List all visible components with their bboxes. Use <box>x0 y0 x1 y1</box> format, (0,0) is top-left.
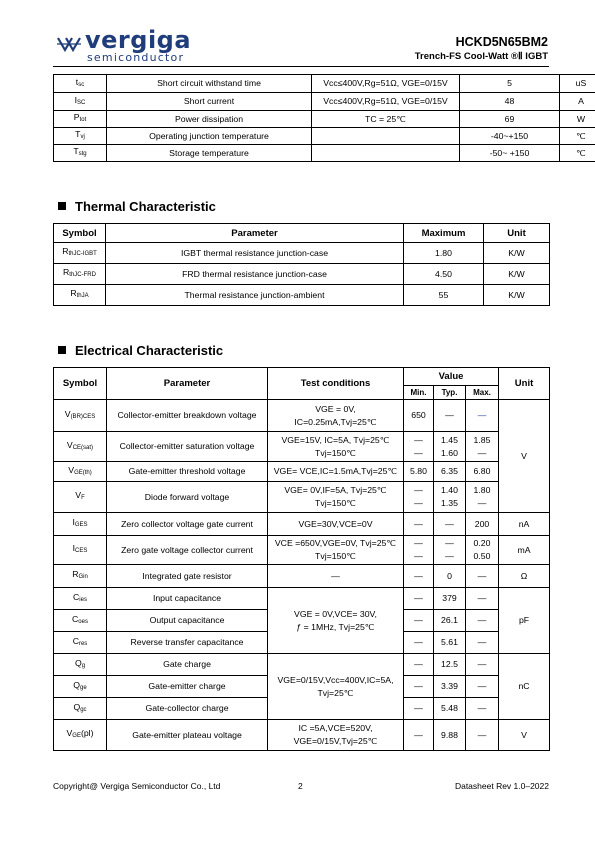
parameter-cell: Storage temperature <box>107 145 312 162</box>
max-cell: — <box>466 588 499 610</box>
max-cell: — <box>466 610 499 632</box>
unit-cell: K/W <box>484 285 550 306</box>
unit-cell: V <box>499 400 550 513</box>
symbol: $R_{thJC-FRD}$ <box>63 267 96 278</box>
logo-wordmark: vergiga <box>85 26 192 54</box>
electrical-table <box>53 367 550 751</box>
symbol-cell <box>54 285 106 306</box>
condition-cell: Vcc≤400V,Rg=51Ω, VGE=0/15V <box>312 93 460 111</box>
table-row <box>54 588 550 610</box>
max-cell: — <box>466 698 499 720</box>
max-cell: 1.80 — <box>466 482 499 513</box>
table-row <box>54 565 550 588</box>
typ-cell: 26.1 <box>434 610 466 632</box>
unit-cell: uS <box>560 75 595 93</box>
table-row <box>54 128 595 145</box>
footer-revision: Datasheet Rev 1.0–2022 <box>454 781 549 791</box>
parameter-cell: Zero collector voltage gate current <box>107 513 268 536</box>
symbol-cell <box>54 400 107 432</box>
symbol-cell <box>54 264 106 285</box>
typ-cell: 6.35 <box>434 462 466 482</box>
unit-cell: mA <box>499 536 550 565</box>
condition-cell: — <box>268 565 404 588</box>
condition-cell: VCE =650V,VGE=0V, Tvj=25℃ Tvj=150℃ <box>268 536 404 565</box>
condition-cell: VGE= 0V,IF=5A, Tvj=25℃ Tvj=150℃ <box>268 482 404 513</box>
symbol: $R_{thJA}$ <box>70 288 89 299</box>
unit-cell: K/W <box>484 243 550 264</box>
unit-cell: Ω <box>499 565 550 588</box>
symbol-cell <box>54 720 107 751</box>
symbol-cell <box>54 676 107 698</box>
parameter-cell: Gate charge <box>107 654 268 676</box>
bullet-square-icon <box>58 346 66 354</box>
typ-cell: 379 <box>434 588 466 610</box>
part-number: HCKD5N65BM2 <box>455 35 548 49</box>
value-cell: -50~ +150 <box>460 145 560 162</box>
col-header-maximum: Maximum <box>404 224 484 243</box>
thermal-table <box>53 223 550 306</box>
bullet-square-icon <box>58 202 66 210</box>
footer-page-number: 2 <box>298 781 303 791</box>
col-header-unit: Unit <box>499 368 550 400</box>
min-cell: — — <box>404 482 434 513</box>
table-row <box>54 720 550 751</box>
parameter-cell: Power dissipation <box>107 111 312 128</box>
table-row <box>54 536 550 565</box>
parameter-cell: Thermal resistance junction-ambient <box>106 285 404 306</box>
typ-cell: 5.61 <box>434 632 466 654</box>
col-header-parameter: Parameter <box>106 224 404 243</box>
symbol-cell <box>54 698 107 720</box>
symbol: $I_{GES}$ <box>72 517 88 528</box>
symbol-cell <box>54 75 107 93</box>
max-cell: 6.80 <box>466 462 499 482</box>
symbol: $I_{SC}$ <box>74 94 86 106</box>
symbol: $Q_g$ <box>74 657 86 669</box>
col-header-symbol: Symbol <box>54 368 107 400</box>
logo-mark-icon <box>55 30 83 58</box>
col-header-value: Value <box>404 368 499 386</box>
typ-cell: 3.39 <box>434 676 466 698</box>
symbol-cell <box>54 654 107 676</box>
electrical-section-title: Electrical Characteristic <box>58 343 223 358</box>
typ-cell: 5.48 <box>434 698 466 720</box>
max-cell: 0.20 0.50 <box>466 536 499 565</box>
company-logo <box>55 26 192 64</box>
min-cell: — — <box>404 432 434 462</box>
unit-cell: ℃ <box>560 145 595 162</box>
symbol-cell <box>54 513 107 536</box>
symbol: $C_{res}$ <box>72 635 88 647</box>
parameter-cell: IGBT thermal resistance junction-case <box>106 243 404 264</box>
table-row <box>54 264 550 285</box>
parameter-cell: Operating junction temperature <box>107 128 312 145</box>
col-header-conditions: Test conditions <box>268 368 404 400</box>
symbol: $t_{sc}$ <box>75 76 85 88</box>
typ-cell: 0 <box>434 565 466 588</box>
col-header-typ: Typ. <box>434 386 466 400</box>
min-cell: — <box>404 565 434 588</box>
table-row <box>54 513 550 536</box>
col-header-symbol: Symbol <box>54 224 106 243</box>
logo-subtitle: semiconductor <box>87 51 185 64</box>
value-cell: -40~+150 <box>460 128 560 145</box>
thermal-section-title: Thermal Characteristic <box>58 199 216 214</box>
symbol-cell <box>54 588 107 610</box>
min-cell: — <box>404 654 434 676</box>
symbol-cell <box>54 145 107 162</box>
symbol: $V_{CE(sat)}$ <box>66 439 94 451</box>
max-cell: — <box>466 632 499 654</box>
symbol: $R_{thJC-IGBT}$ <box>62 246 97 257</box>
symbol: $P_{tot}$ <box>73 112 87 123</box>
unit-cell: V <box>499 720 550 751</box>
condition-cell <box>312 128 460 145</box>
parameter-cell: Integrated gate resistor <box>107 565 268 588</box>
symbol-cell <box>54 128 107 145</box>
unit-cell: pF <box>499 588 550 654</box>
min-cell: — <box>404 676 434 698</box>
max-cell: — <box>466 720 499 751</box>
maximum-cell: 1.80 <box>404 243 484 264</box>
parameter-cell: Output capacitance <box>107 610 268 632</box>
max-cell: 1.85 — <box>466 432 499 462</box>
table-row <box>54 285 550 306</box>
condition-cell <box>312 145 460 162</box>
parameter-cell: Short circuit withstand time <box>107 75 312 93</box>
unit-cell: W <box>560 111 595 128</box>
table-row <box>54 93 595 111</box>
condition-cell: VGE=0/15V,Vcc=400V,IC=5A, Tvj=25℃ <box>268 654 404 720</box>
symbol: $R_{Gin}$ <box>72 569 88 580</box>
symbol-cell <box>54 565 107 588</box>
parameter-cell: Reverse transfer capacitance <box>107 632 268 654</box>
col-header-parameter: Parameter <box>107 368 268 400</box>
table-row <box>54 75 595 93</box>
symbol-cell <box>54 536 107 565</box>
parameter-cell: Input capacitance <box>107 588 268 610</box>
max-cell: — <box>466 565 499 588</box>
symbol-cell <box>54 610 107 632</box>
table-row <box>54 145 595 162</box>
value-cell: 48 <box>460 93 560 111</box>
product-subtitle: Trench-FS Cool-Watt ®Ⅱ IGBT <box>414 51 548 62</box>
symbol: $T_{stg}$ <box>73 146 87 157</box>
condition-cell: VGE=15V, IC=5A, Tvj=25℃ Tvj=150℃ <box>268 432 404 462</box>
parameter-cell: Zero gate voltage collector current <box>107 536 268 565</box>
condition-cell: VGE = 0V, IC=0.25mA,Tvj=25℃ <box>268 400 404 432</box>
col-header-unit: Unit <box>484 224 550 243</box>
unit-cell: K/W <box>484 264 550 285</box>
footer-copyright: Copyright@ Vergiga Semiconductor Co., Ltd <box>53 781 221 791</box>
symbol: $C_{ies}$ <box>73 591 87 603</box>
symbol-cell <box>54 111 107 128</box>
symbol: $Q_{gc}$ <box>73 701 87 713</box>
min-cell: 5.80 <box>404 462 434 482</box>
symbol: $V_{GE(th)}$ <box>68 464 92 476</box>
table-row <box>54 243 550 264</box>
unit-cell: ℃ <box>560 128 595 145</box>
min-cell: — — <box>404 536 434 565</box>
table-row <box>54 462 550 482</box>
table-row <box>54 400 550 432</box>
symbol-cell <box>54 632 107 654</box>
absolute-ratings-table <box>53 74 595 162</box>
parameter-cell: Diode forward voltage <box>107 482 268 513</box>
symbol-cell <box>54 462 107 482</box>
symbol-cell <box>54 93 107 111</box>
col-header-max: Max. <box>466 386 499 400</box>
typ-cell: 12.5 <box>434 654 466 676</box>
condition-cell: IC =5A,VCE=520V, VGE=0/15V,Tvj=25℃ <box>268 720 404 751</box>
symbol: $I_{CES}$ <box>72 543 88 554</box>
condition-cell: VGE= VCE,IC=1.5mA,Tvj=25℃ <box>268 462 404 482</box>
max-cell: — <box>466 676 499 698</box>
symbol-cell <box>54 482 107 513</box>
condition-cell: VGE=30V,VCE=0V <box>268 513 404 536</box>
table-row <box>54 482 550 513</box>
symbol-cell <box>54 243 106 264</box>
condition-cell: TC = 25℃ <box>312 111 460 128</box>
parameter-cell: Gate-emitter charge <box>107 676 268 698</box>
parameter-cell: Gate-collector charge <box>107 698 268 720</box>
min-cell: — <box>404 610 434 632</box>
min-cell: — <box>404 698 434 720</box>
min-cell: — <box>404 513 434 536</box>
table-row <box>54 654 550 676</box>
value-cell: 5 <box>460 75 560 93</box>
symbol: $Q_{ge}$ <box>73 679 87 691</box>
value-cell: 69 <box>460 111 560 128</box>
symbol: $T_{vj}$ <box>75 129 85 140</box>
symbol: $V_{(BR)CES}$ <box>64 408 96 420</box>
table-row <box>54 432 550 462</box>
max-cell: — <box>466 654 499 676</box>
min-cell: — <box>404 720 434 751</box>
maximum-cell: 4.50 <box>404 264 484 285</box>
typ-cell: — — <box>434 536 466 565</box>
parameter-cell: FRD thermal resistance junction-case <box>106 264 404 285</box>
parameter-cell: Gate-emitter plateau voltage <box>107 720 268 751</box>
min-cell: — <box>404 632 434 654</box>
max-cell: 200 <box>466 513 499 536</box>
symbol-cell <box>54 432 107 462</box>
header-divider <box>53 66 549 67</box>
parameter-cell: Collector-emitter saturation voltage <box>107 432 268 462</box>
typ-cell: 1.40 1.35 <box>434 482 466 513</box>
condition-cell: VGE = 0V,VCE= 30V, ƒ = 1MHz, Tvj=25℃ <box>268 588 404 654</box>
unit-cell: A <box>560 93 595 111</box>
parameter-cell: Collector-emitter breakdown voltage <box>107 400 268 432</box>
min-cell: — <box>404 588 434 610</box>
typ-cell: 9.88 <box>434 720 466 751</box>
parameter-cell: Short current <box>107 93 312 111</box>
typ-cell: — <box>434 513 466 536</box>
max-cell: — <box>466 400 499 432</box>
symbol: $C_{oes}$ <box>72 613 88 625</box>
table-row <box>54 111 595 128</box>
symbol: $V_F$ <box>75 490 85 501</box>
maximum-cell: 55 <box>404 285 484 306</box>
min-cell: 650 <box>404 400 434 432</box>
condition-cell: Vcc≤400V,Rg=51Ω, VGE=0/15V <box>312 75 460 93</box>
unit-cell: nA <box>499 513 550 536</box>
col-header-min: Min. <box>404 386 434 400</box>
typ-cell: 1.45 1.60 <box>434 432 466 462</box>
typ-cell: — <box>434 400 466 432</box>
symbol: $V_{GE}(pl)$ <box>66 728 94 739</box>
unit-cell: nC <box>499 654 550 720</box>
parameter-cell: Gate-emitter threshold voltage <box>107 462 268 482</box>
